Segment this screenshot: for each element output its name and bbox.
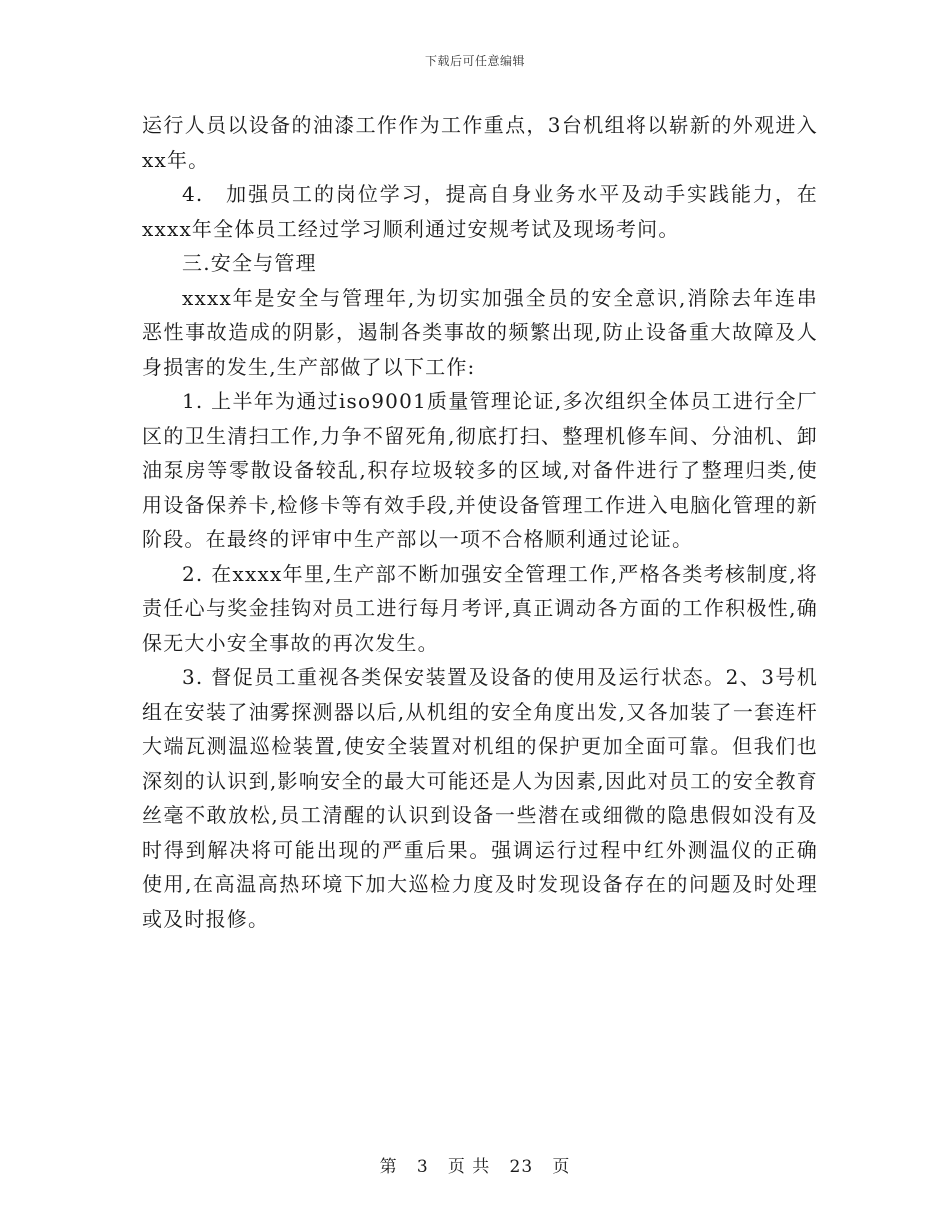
page-label-suffix: 页 bbox=[552, 1157, 571, 1177]
paragraph: xxxx年是安全与管理年,为切实加强全员的安全意识,消除去年连串恶性事故造成的阴影，遏制各类事故的频繁出现,防止设备重大故障及人身损害的发生,生产部做了以下工作: bbox=[142, 285, 818, 379]
paragraph: 运行人员以设备的油漆工作作为工作重点，3台机组将以崭新的外观进入xx年。 bbox=[142, 113, 818, 172]
section-heading: 三.安全与管理 bbox=[182, 251, 317, 275]
page-header bbox=[0, 52, 950, 69]
paragraph: 3. 督促员工重视各类保安装置及设备的使用及运行状态。2、3号机组在安装了油雾探测器以后,从机组的安全角度出发,又各加装了一套连杆大端瓦测温巡检装置,使安全装置对机组的保护更加全面可靠。但我们也深刻的认识到,影响安全的最大可能还是人为因素,因此对员工的安全教育丝毫不敢放松,员工清醒的认识到设备一些潜在或细微的隐患假如没有及时得到解决将可能出现的严重后果。强调运行过程中红外测温仪的正确使用,在高温高热环境下加大巡检力度及时发现设备存在的问题及时处理或及时报修。 bbox=[142, 665, 818, 931]
current-page-number: 3 bbox=[416, 1157, 429, 1177]
page-footer bbox=[0, 1152, 950, 1177]
page-label-prefix: 第 bbox=[379, 1157, 398, 1177]
document-body bbox=[142, 108, 818, 936]
paragraph: 2. 在xxxx年里,生产部不断加强安全管理工作,严格各类考核制度,将责任心与奖金挂钩对员工进行每月考评,真正调动各方面的工作积极性,确保无大小安全事故的再次发生。 bbox=[142, 561, 818, 655]
paragraph: 1. 上半年为通过iso9001质量管理论证,多次组织全体员工进行全厂区的卫生清扫工作,力争不留死角,彻底打扫、整理机修车间、分油机、卸油泵房等零散设备较乱,积存垃圾较多的区域,对备件进行了整理归类,使用设备保养卡,检修卡等有效手段,并使设备管理工作进入电脑化管理的新阶段。在最终的评审中生产部以一项不合格顺利通过论证。 bbox=[142, 389, 818, 551]
download-note: 下载后可任意编辑 bbox=[424, 54, 525, 68]
page-label-mid: 页 共 bbox=[447, 1157, 491, 1177]
paragraph: 4. 加强员工的岗位学习，提高自身业务水平及动手实践能力，在xxxx年全体员工经过学习顺利通过安规考试及现场考问。 bbox=[142, 182, 818, 241]
total-pages-number: 23 bbox=[509, 1157, 534, 1177]
